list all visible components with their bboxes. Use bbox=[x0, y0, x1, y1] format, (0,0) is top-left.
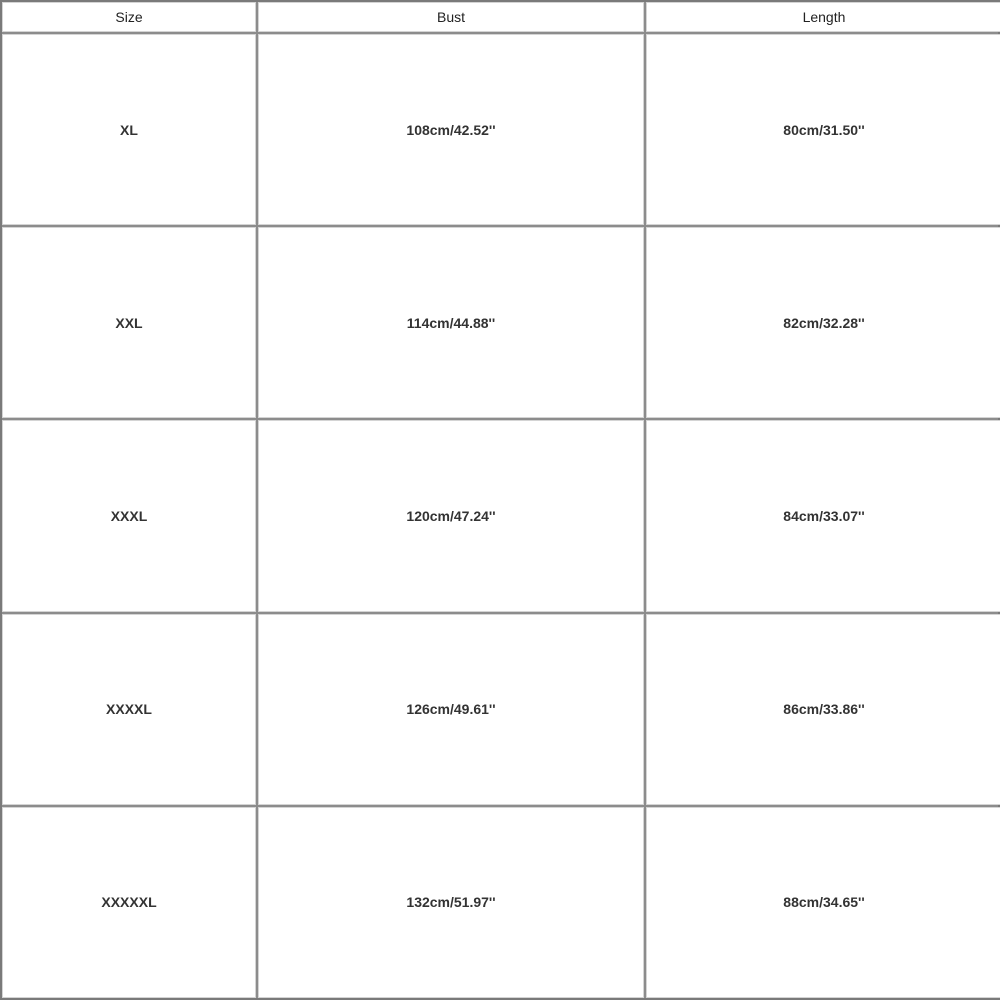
row-xxxxxl-size: XXXXXL bbox=[2, 807, 256, 998]
row-xl-size: XL bbox=[2, 34, 256, 225]
row-xxxxxl-length: 88cm/34.65'' bbox=[646, 807, 1000, 998]
row-xxxxl-length: 86cm/33.86'' bbox=[646, 614, 1000, 805]
row-xxl-length: 82cm/32.28'' bbox=[646, 227, 1000, 418]
header-size: Size bbox=[2, 2, 256, 32]
row-xxxl-bust: 120cm/47.24'' bbox=[258, 420, 644, 611]
row-xxxl-length: 84cm/33.07'' bbox=[646, 420, 1000, 611]
row-xxxl-size: XXXL bbox=[2, 420, 256, 611]
row-xl-length: 80cm/31.50'' bbox=[646, 34, 1000, 225]
header-bust: Bust bbox=[258, 2, 644, 32]
row-xxl-size: XXL bbox=[2, 227, 256, 418]
row-xxl-bust: 114cm/44.88'' bbox=[258, 227, 644, 418]
row-xxxxl-bust: 126cm/49.61'' bbox=[258, 614, 644, 805]
header-length: Length bbox=[646, 2, 1000, 32]
row-xxxxl-size: XXXXL bbox=[2, 614, 256, 805]
row-xl-bust: 108cm/42.52'' bbox=[258, 34, 644, 225]
row-xxxxxl-bust: 132cm/51.97'' bbox=[258, 807, 644, 998]
